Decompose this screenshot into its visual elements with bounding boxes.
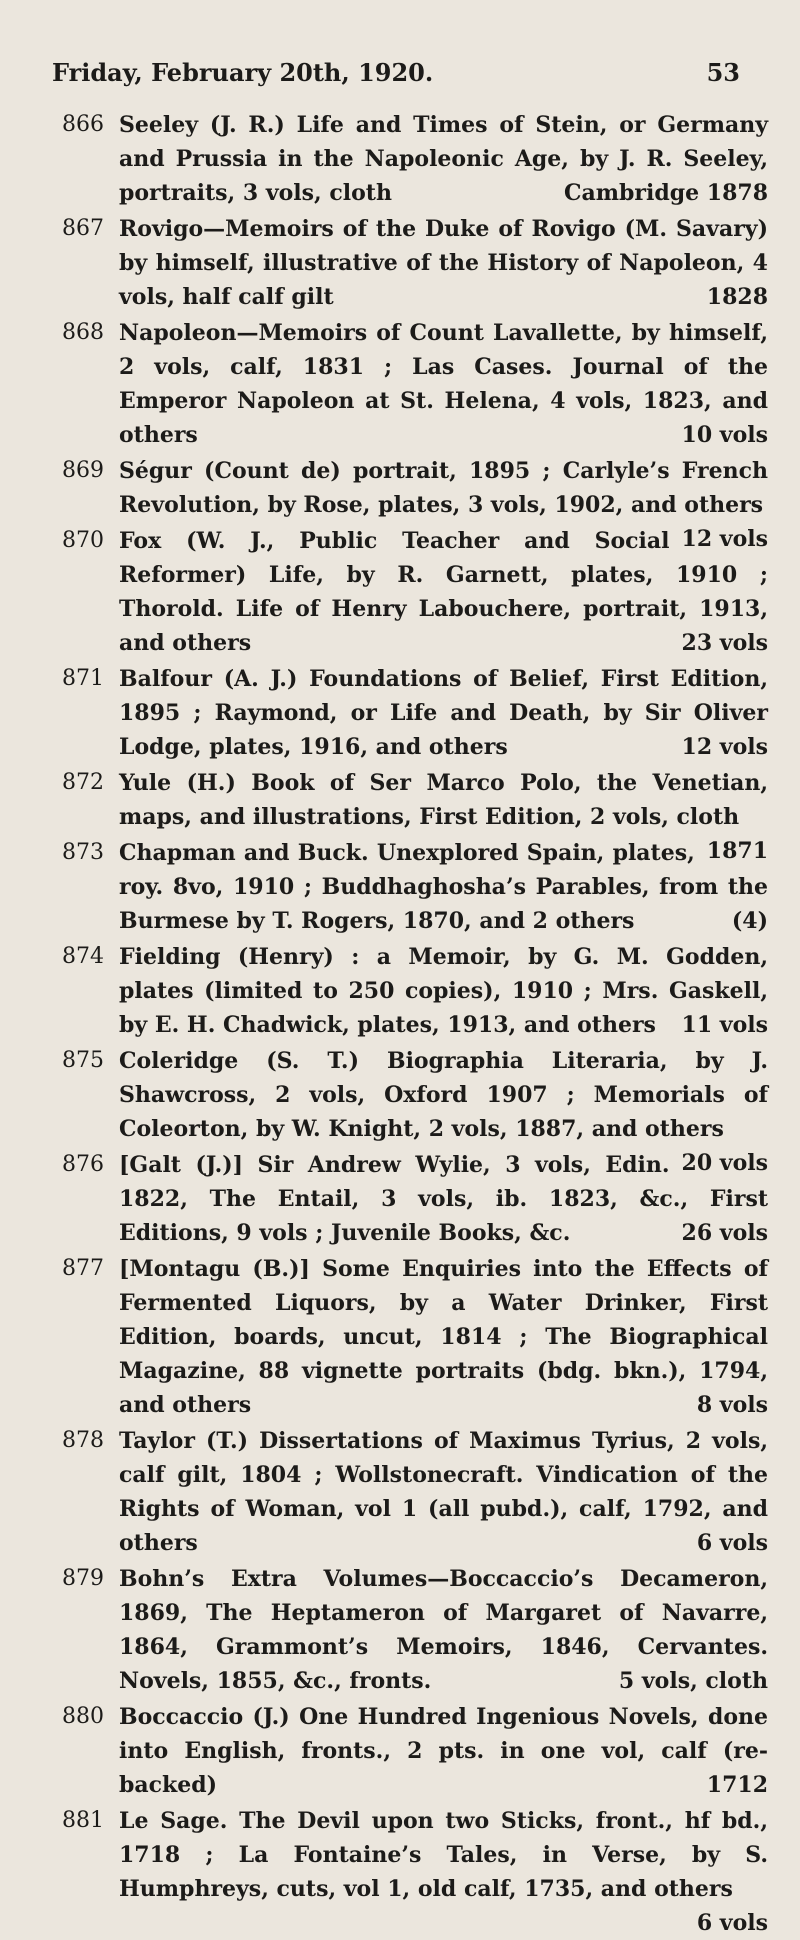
lot-entry: [62, 1148, 770, 1250]
lot-description: Coleridge (S. T.) Biographia Literaria, by J. Shawcross, 2 vols, Oxford 1907 ; Memorials of Coleorton, by W. Knight, 2 vols, 1887, and others 20 vols: [119, 1044, 768, 1146]
lot-entry: [62, 524, 770, 660]
lot-entry: [62, 1700, 770, 1802]
lot-description: Le Sage. The Devil upon two Sticks, front., hf bd., 1718 ; La Fontaine’s Tales, in Verse, by S. Humphreys, cuts, vol 1, old calf, 1735, and others 6 vols: [119, 1804, 768, 1906]
header-date: Friday, February 20th, 1920.: [52, 58, 434, 87]
lot-number: 869: [62, 458, 104, 483]
lot-number: 877: [62, 1256, 104, 1281]
lot-entry: [62, 836, 770, 938]
lot-number: 880: [62, 1704, 104, 1729]
lot-suffix: 6 vols: [696, 1910, 768, 1936]
lot-suffix: 1828: [706, 284, 768, 310]
lot-description: Napoleon—Memoirs of Count Lavallette, by himself, 2 vols, calf, 1831 ; Las Cases. Journal of the Emperor Napoleon at St. Helena, 4 vols, 1823, and others 10 vols: [119, 316, 768, 452]
lot-description: Rovigo—Memoirs of the Duke of Rovigo (M. Savary) by himself, illustrative of the History of Napoleon, 4 vols, half calf gilt 1828: [119, 212, 768, 314]
lot-number: 870: [62, 528, 104, 553]
lot-description: Balfour (A. J.) Foundations of Belief, First Edition, 1895 ; Raymond, or Life and Death, by Sir Oliver Lodge, plates, 1916, and others 12 vols: [119, 662, 768, 764]
lot-number: 866: [62, 112, 104, 137]
lot-number: 881: [62, 1808, 104, 1833]
lot-number: 875: [62, 1048, 104, 1073]
lot-number: 876: [62, 1152, 104, 1177]
lot-entry: [62, 316, 770, 452]
lot-suffix: (4): [731, 908, 768, 934]
lot-description: Boccaccio (J.) One Hundred Ingenious Novels, done into English, fronts., 2 pts. in one vol, calf (re-backed) 1712: [119, 1700, 768, 1802]
lot-entry: [62, 940, 770, 1042]
lot-suffix: 8 vols: [696, 1392, 768, 1418]
lot-number: 873: [62, 840, 104, 865]
lot-description: [Montagu (B.)] Some Enquiries into the Effects of Fermented Liquors, by a Water Drinker, First Edition, boards, uncut, 1814 ; The Biographical Magazine, 88 vignette portraits (bdg. bkn.), 1794, and others 8 vols: [119, 1252, 768, 1422]
lot-list: [62, 108, 770, 1940]
lot-number: 868: [62, 320, 104, 345]
lot-description: Fox (W. J., Public Teacher and Social Reformer) Life, by R. Garnett, plates, 1910 ; Thorold. Life of Henry Labouchere, portrait, 1913, and others 23 vols: [119, 524, 768, 660]
lot-number: 867: [62, 216, 104, 241]
lot-entry: [62, 212, 770, 314]
lot-entry: [62, 1804, 770, 1936]
lot-entry: [62, 1424, 770, 1560]
page-header: [52, 58, 740, 87]
lot-entry: [62, 1252, 770, 1422]
lot-description: [Galt (J.)] Sir Andrew Wylie, 3 vols, Edin. 1822, The Entail, 3 vols, ib. 1823, &c., First Editions, 9 vols ; Juvenile Books, &c. 26 vols: [119, 1148, 768, 1250]
lot-suffix: 20 vols: [681, 1150, 768, 1176]
lot-description: Taylor (T.) Dissertations of Maximus Tyrius, 2 vols, calf gilt, 1804 ; Wollstonecraft. Vindication of the Rights of Woman, vol 1 (all pubd.), calf, 1792, and others 6 vols: [119, 1424, 768, 1560]
lot-description: Ségur (Count de) portrait, 1895 ; Carlyle’s French Revolution, by Rose, plates, 3 vols, 1902, and others 12 vols: [119, 454, 768, 522]
lot-number: 872: [62, 770, 104, 795]
lot-suffix: 6 vols: [696, 1530, 768, 1556]
lot-suffix: 23 vols: [681, 630, 768, 656]
lot-description: Chapman and Buck. Unexplored Spain, plates, roy. 8vo, 1910 ; Buddhaghosha’s Parables, from the Burmese by T. Rogers, 1870, and 2 others (4): [119, 836, 768, 938]
lot-number: 879: [62, 1566, 104, 1591]
lot-entry: [62, 108, 770, 210]
lot-number: 874: [62, 944, 104, 969]
lot-suffix: Cambridge 1878: [563, 180, 768, 206]
lot-suffix: 12 vols: [681, 526, 768, 552]
lot-suffix: 11 vols: [681, 1012, 768, 1038]
lot-entry: [62, 662, 770, 764]
lot-description: Yule (H.) Book of Ser Marco Polo, the Venetian, maps, and illustrations, First Edition, 2 vols, cloth 1871: [119, 766, 768, 834]
lot-description: Seeley (J. R.) Life and Times of Stein, or Germany and Prussia in the Napoleonic Age, by J. R. Seeley, portraits, 3 vols, cloth Cambridge 1878: [119, 108, 768, 210]
lot-entry: [62, 1562, 770, 1698]
lot-suffix: 1871: [706, 838, 768, 864]
lot-description: Fielding (Henry) : a Memoir, by G. M. Godden, plates (limited to 250 copies), 1910 ; Mrs. Gaskell, by E. H. Chadwick, plates, 1913, and others 11 vols: [119, 940, 768, 1042]
lot-suffix: 12 vols: [681, 734, 768, 760]
page-number: 53: [706, 58, 740, 87]
lot-number: 878: [62, 1428, 104, 1453]
lot-suffix: 5 vols, cloth: [618, 1668, 768, 1694]
lot-description: Bohn’s Extra Volumes—Boccaccio’s Decameron, 1869, The Heptameron of Margaret of Navarre, 1864, Grammont’s Memoirs, 1846, Cervantes. Novels, 1855, &c., fronts. 5 vols, cloth: [119, 1562, 768, 1698]
lot-number: 871: [62, 666, 104, 691]
lot-suffix: 26 vols: [681, 1220, 768, 1246]
lot-suffix: 10 vols: [681, 422, 768, 448]
lot-suffix: 1712: [706, 1772, 768, 1798]
